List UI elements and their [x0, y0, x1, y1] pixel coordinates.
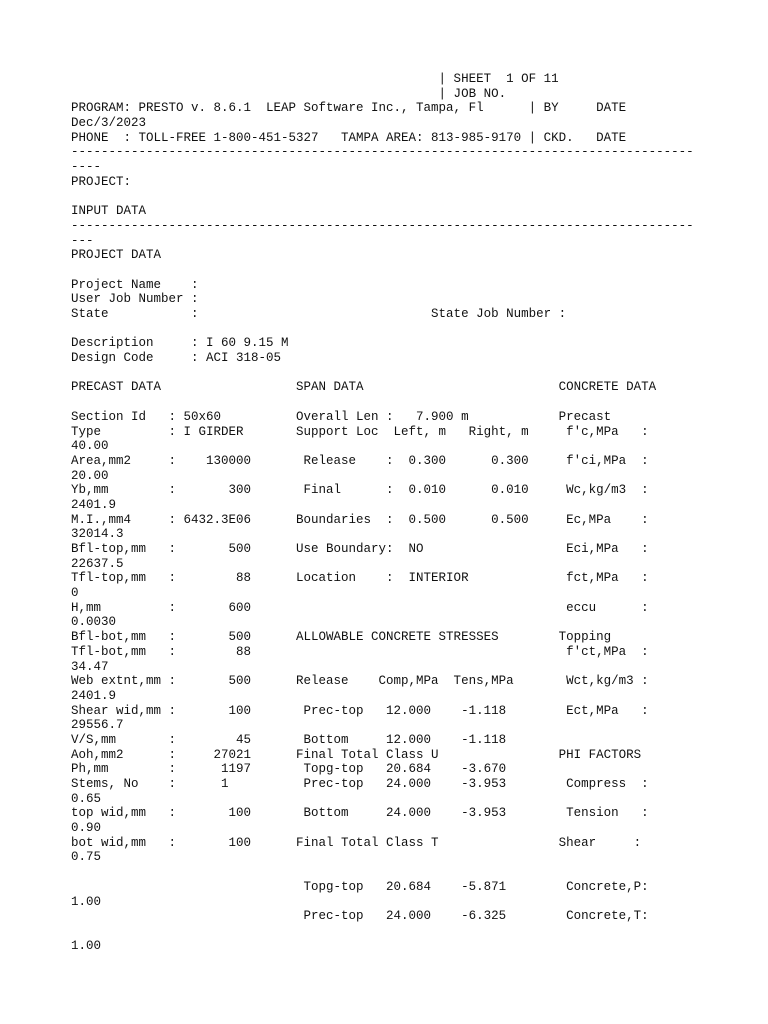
data-row-wrap: 2401.9: [71, 497, 117, 512]
data-row: Prec-top 24.000 -6.325 Concrete,T:: [71, 909, 649, 924]
data-row: Bfl-bot,mm : 500 ALLOWABLE CONCRETE STRESSES Topping: [71, 630, 612, 645]
header-sheet-line: | SHEET 1 OF 11: [71, 72, 559, 86]
divider: -----------------------------------------------------------------------------------: [71, 218, 694, 233]
description-line: Description : I 60 9.15 M: [71, 336, 289, 351]
data-row-wrap: 0: [71, 586, 79, 601]
state-line: State : State Job Number :: [71, 307, 567, 321]
data-row-wrap: 29556.7: [71, 718, 124, 733]
data-row: Aoh,mm2 : 27021 Final Total Class U PHI FACTORS: [71, 747, 642, 762]
data-row: Type : I GIRDER Support Loc Left, m Right, m f'c,MPa :: [71, 424, 649, 439]
data-row-wrap: 1.00: [71, 938, 102, 953]
data-row: V/S,mm : 45 Bottom 12.000 -1.118: [71, 732, 507, 747]
divider-wrap: ----: [71, 160, 102, 175]
data-row: Web extnt,mm : 500 Release Comp,MPa Tens,MPa Wct,kg/m3 :: [71, 674, 649, 689]
program-line: PROGRAM: PRESTO v. 8.6.1 LEAP Software Inc., Tampa, Fl | BY DATE: [71, 101, 627, 116]
data-row-wrap: 40.00: [71, 439, 109, 454]
data-row: bot wid,mm : 100 Final Total Class T Shear :: [71, 835, 642, 850]
data-row: Stems, No : 1 Prec-top 24.000 -3.953 Compress :: [71, 777, 649, 791]
data-row: Tfl-top,mm : 88 Location : INTERIOR fct,MPa :: [71, 571, 649, 586]
input-data-heading: INPUT DATA: [71, 204, 147, 219]
data-row: Bfl-top,mm : 500 Use Boundary: NO Eci,MPa :: [71, 542, 649, 556]
data-row-wrap: 0.75: [71, 850, 102, 865]
header-job-line: | JOB NO.: [71, 86, 507, 101]
data-row-wrap: 0.90: [71, 821, 102, 836]
data-row: Yb,mm : 300 Final : 0.010 0.010 Wc,kg/m3 :: [71, 483, 649, 498]
data-row: M.I.,mm4 : 6432.3E06 Boundaries : 0.500 0.500 Ec,MPa :: [71, 512, 649, 527]
data-row: H,mm : 600 eccu :: [71, 600, 649, 615]
section-headings-line: PRECAST DATA SPAN DATA CONCRETE DATA: [71, 380, 657, 395]
blank-line: [71, 366, 694, 381]
data-row: Topg-top 20.684 -5.871 Concrete,P:: [71, 879, 649, 894]
divider: -----------------------------------------------------------------------------------: [71, 145, 694, 160]
data-row-wrap: 0.65: [71, 791, 102, 806]
data-row-wrap: 0.0030: [71, 615, 117, 630]
data-row: Section Id : 50x60 Overall Len : 7.900 m Precast: [71, 409, 612, 424]
data-row-wrap: 1.00: [71, 894, 102, 909]
project-name-line: Project Name :: [71, 277, 199, 292]
project-heading: PROJECT:: [71, 174, 132, 189]
data-row-wrap: 22637.5: [71, 556, 124, 571]
data-row: Shear wid,mm : 100 Prec-top 12.000 -1.118 Ect,MPa :: [71, 703, 649, 718]
data-row: Area,mm2 : 130000 Release : 0.300 0.300 f'ci,MPa :: [71, 453, 649, 468]
data-row: Ph,mm : 1197 Topg-top 20.684 -3.670: [71, 762, 507, 777]
blank-line: [71, 322, 694, 337]
report-printout: [71, 72, 694, 953]
data-row-wrap: 2401.9: [71, 688, 117, 703]
date-line: Dec/3/2023: [71, 116, 147, 131]
data-row-wrap: 20.00: [71, 468, 109, 483]
blank-line: [71, 190, 694, 205]
data-row-wrap: 34.47: [71, 659, 109, 674]
user-job-number-line: User Job Number :: [71, 292, 199, 307]
blank-line: [71, 865, 694, 880]
data-row: Tfl-bot,mm : 88 f'ct,MPa :: [71, 644, 649, 659]
blank-line: [71, 395, 694, 410]
data-row: top wid,mm : 100 Bottom 24.000 -3.953 Tension :: [71, 806, 649, 821]
blank-line: [71, 924, 694, 939]
project-data-heading: PROJECT DATA: [71, 248, 162, 263]
design-code-line: Design Code : ACI 318-05: [71, 351, 282, 366]
divider-wrap: ---: [71, 233, 94, 248]
phone-line: PHONE : TOLL-FREE 1-800-451-5327 TAMPA AREA: 813-985-9170 | CKD. DATE: [71, 130, 627, 145]
blank-line: [71, 263, 694, 278]
data-row-wrap: 32014.3: [71, 527, 124, 542]
